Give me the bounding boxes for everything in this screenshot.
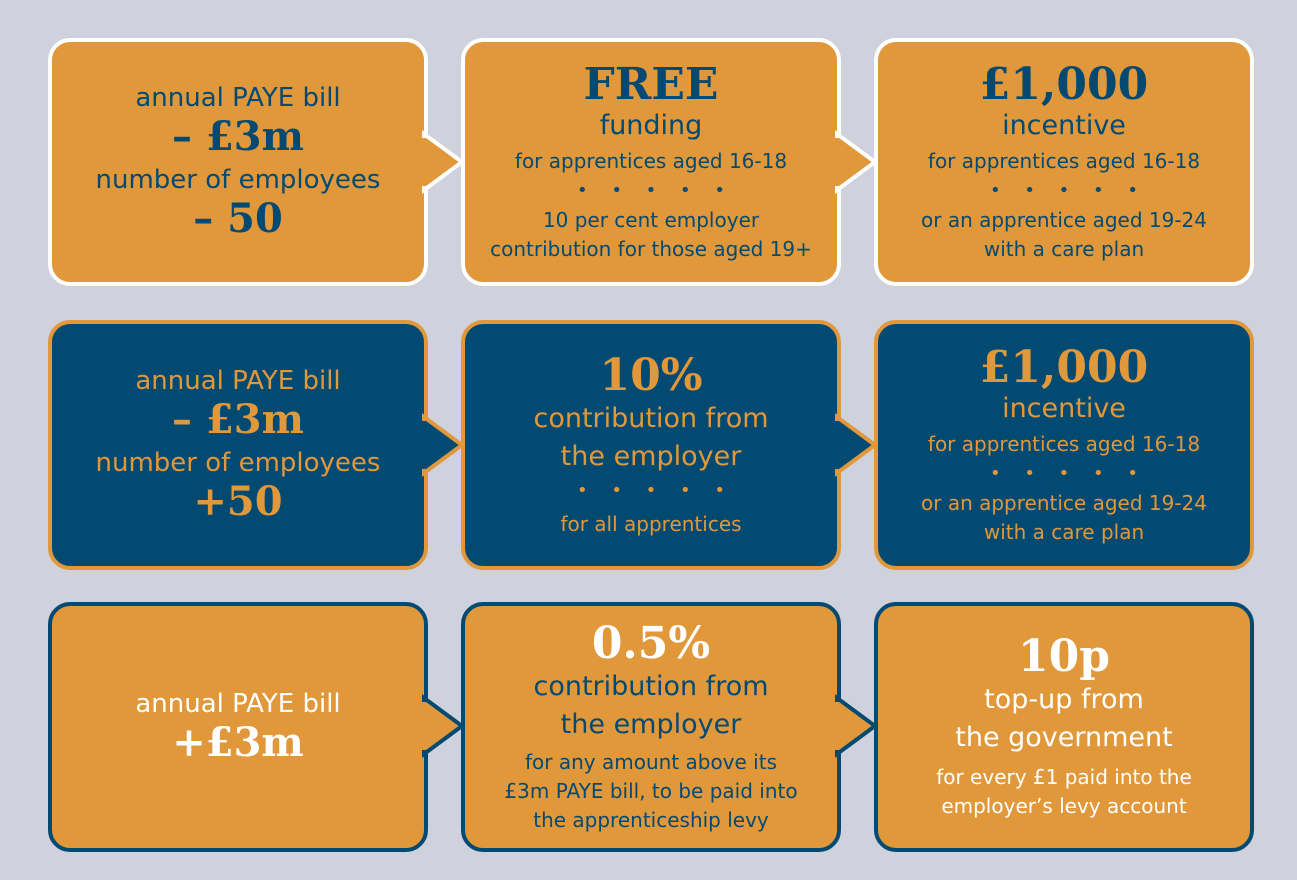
contribution-subtitle-2: the employer (560, 440, 742, 472)
topup-subtitle-2: the government (955, 722, 1173, 753)
incentive-headline: £1,000 (979, 58, 1149, 110)
incentive-subtitle: incentive (1002, 109, 1126, 141)
incentive-detail-2: or an apprentice aged 19-24 (921, 490, 1207, 515)
arrow-row2-right-icon (837, 417, 877, 473)
incentive-detail-3: with a care plan (983, 519, 1145, 544)
row3-levy-box (461, 602, 841, 852)
levy-subtitle-2: the employer (560, 708, 742, 740)
paye-bill-value: – £3m (172, 113, 304, 160)
row1-employer-box (48, 38, 428, 286)
employees-value: – 50 (193, 195, 283, 242)
incentive-detail-1: for apprentices aged 16-18 (927, 431, 1201, 456)
employees-value: +50 (193, 478, 283, 525)
arrow-row3-right-icon (837, 698, 877, 754)
levy-headline: 0.5% (591, 617, 711, 669)
row3-employer-box (48, 602, 428, 852)
topup-detail-1: for every £1 paid into the (936, 765, 1192, 789)
paye-bill-label: annual PAYE bill (135, 83, 341, 113)
arrow-row1-right-icon (837, 134, 877, 190)
arrow-row3-left-icon (424, 698, 464, 754)
topup-headline: 10p (1018, 631, 1110, 682)
row2-employer-box (48, 320, 428, 570)
funding-detail-1: for apprentices aged 16-18 (514, 148, 788, 173)
paye-bill-value: – £3m (172, 396, 304, 443)
dots-divider: • • • • • (990, 462, 1147, 484)
row2-contribution-box (461, 320, 841, 570)
contribution-subtitle-1: contribution from (533, 402, 769, 434)
row3-topup-box (874, 602, 1254, 852)
incentive-detail-2: or an apprentice aged 19-24 (921, 207, 1207, 232)
row1-incentive-box (874, 38, 1254, 286)
topup-subtitle-1: top-up from (984, 684, 1144, 715)
funding-headline: FREE (583, 58, 719, 110)
paye-bill-label: annual PAYE bill (135, 689, 341, 719)
funding-detail-2: 10 per cent employer (542, 207, 760, 232)
paye-bill-label: annual PAYE bill (135, 366, 341, 396)
dots-divider: • • • • • (990, 179, 1147, 201)
topup-detail-2: employer’s levy account (941, 794, 1187, 818)
paye-bill-value: +£3m (172, 719, 304, 766)
levy-detail-3: the apprenticeship levy (533, 807, 769, 832)
incentive-subtitle: incentive (1002, 392, 1126, 424)
arrow-row1-left-icon (424, 134, 464, 190)
levy-subtitle-1: contribution from (533, 670, 769, 702)
employees-label: number of employees (95, 448, 381, 478)
levy-detail-1: for any amount above its (524, 749, 777, 774)
row1-funding-box (461, 38, 841, 286)
dots-divider: • • • • • (577, 179, 734, 201)
dots-divider: • • • • • (577, 479, 734, 501)
funding-detail-3: contribution for those aged 19+ (490, 236, 812, 261)
levy-detail-2: £3m PAYE bill, to be paid into (504, 778, 798, 803)
contribution-headline: 10% (599, 349, 703, 401)
arrow-row2-left-icon (424, 417, 464, 473)
incentive-detail-1: for apprentices aged 16-18 (927, 148, 1201, 173)
incentive-detail-3: with a care plan (983, 236, 1145, 261)
employees-label: number of employees (95, 165, 381, 195)
incentive-headline: £1,000 (979, 341, 1149, 393)
row2-incentive-box (874, 320, 1254, 570)
contribution-detail-1: for all apprentices (560, 511, 742, 536)
funding-subtitle: funding (599, 109, 703, 141)
